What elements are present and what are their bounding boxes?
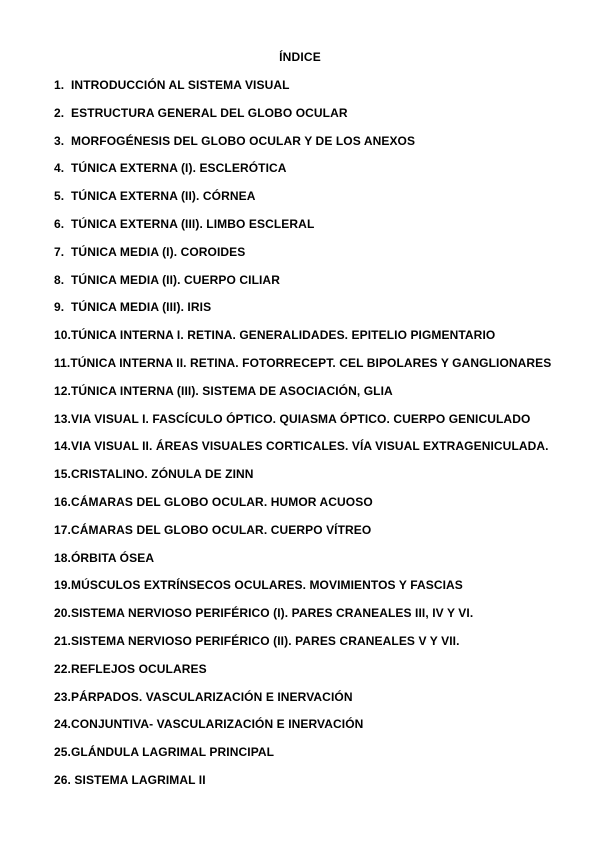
toc-item-number: 1. bbox=[54, 78, 65, 92]
toc-item bbox=[54, 106, 551, 134]
toc-item-title: TÚNICA MEDIA (II). CUERPO CILIAR bbox=[71, 272, 280, 287]
toc-item-number: 14. bbox=[54, 439, 71, 454]
toc-item bbox=[54, 328, 551, 356]
toc-item-number: 5. bbox=[54, 189, 65, 204]
toc-item-title: CONJUNTIVA- VASCULARIZACIÓN E INERVACIÓN bbox=[70, 717, 364, 732]
toc-item-number: 10. bbox=[54, 328, 71, 343]
toc-item-number: 9. bbox=[54, 300, 65, 315]
toc-item-title: CÁMARAS DEL GLOBO OCULAR. CUERPO VÍTREO bbox=[70, 522, 372, 537]
toc-item bbox=[54, 634, 551, 662]
toc-item-title: GLÁNDULA LAGRIMAL PRINCIPAL bbox=[70, 745, 275, 760]
toc-item-title: ESTRUCTURA GENERAL DEL GLOBO OCULAR bbox=[71, 105, 348, 120]
toc-item bbox=[54, 189, 551, 217]
toc-item bbox=[54, 606, 551, 634]
toc-item bbox=[54, 217, 551, 245]
toc-item-title: TÚNICA INTERNA II. RETINA. FOTORRECEPT. CEL BIPOLARES Y GANGLIONARES bbox=[70, 355, 552, 370]
toc-item-number: 17. bbox=[54, 522, 71, 537]
toc-item-title: MÚSCULOS EXTRÍNSECOS OCULARES. MOVIMIENTOS Y FASCIAS bbox=[70, 578, 463, 593]
toc-item bbox=[54, 523, 551, 551]
toc-item bbox=[54, 467, 551, 495]
toc-item-title: TÚNICA INTERNA I. RETINA. GENERALIDADES. EPITELIO PIGMENTARIO bbox=[70, 328, 496, 343]
toc-item-number: 22. bbox=[54, 661, 71, 676]
toc-item-number: 15. bbox=[54, 467, 71, 482]
toc-item-number: 24. bbox=[54, 717, 71, 732]
toc-item-title: CRISTALINO. ZÓNULA DE ZINN bbox=[70, 467, 254, 482]
toc-item-number: 26. bbox=[54, 772, 71, 787]
toc-item-title: SISTEMA NERVIOSO PERIFÉRICO (II). PARES CRANEALES V Y VII. bbox=[70, 633, 460, 648]
toc-item-number: 13. bbox=[54, 411, 71, 426]
toc-item bbox=[54, 690, 551, 718]
toc-item-title: PÁRPADOS. VASCULARIZACIÓN E INERVACIÓN bbox=[70, 689, 353, 704]
toc-item bbox=[54, 273, 551, 301]
toc-item-number: 19. bbox=[54, 578, 71, 593]
toc-item-number: 8. bbox=[54, 272, 65, 287]
toc-item-title: MORFOGÉNESIS DEL GLOBO OCULAR Y DE LOS ANEXOS bbox=[71, 133, 416, 148]
toc-item-title: INTRODUCCIÓN AL SISTEMA VISUAL bbox=[71, 78, 290, 92]
toc-item bbox=[54, 356, 551, 384]
toc-item-title: TÚNICA EXTERNA (II). CÓRNEA bbox=[71, 189, 256, 204]
toc-item-title: SISTEMA LAGRIMAL II bbox=[70, 772, 206, 787]
toc-item bbox=[54, 495, 551, 523]
toc-item-number: 2. bbox=[54, 105, 65, 120]
toc-item bbox=[54, 578, 551, 606]
toc-item-title: CÁMARAS DEL GLOBO OCULAR. HUMOR ACUOSO bbox=[70, 494, 373, 509]
toc-item-number: 21. bbox=[54, 633, 71, 648]
toc-item bbox=[54, 161, 551, 189]
toc-item-number: 4. bbox=[54, 161, 65, 176]
page-title: ÍNDICE bbox=[279, 50, 321, 64]
toc-item-number: 23. bbox=[54, 689, 71, 704]
toc-item bbox=[54, 245, 551, 273]
toc-item-title: ÓRBITA ÓSEA bbox=[70, 550, 155, 565]
toc-item-number: 7. bbox=[54, 244, 65, 259]
toc-item bbox=[54, 773, 551, 801]
toc-item-title: VIA VISUAL II. ÁREAS VISUALES CORTICALES. VÍA VISUAL EXTRAGENICULADA. bbox=[70, 439, 549, 454]
toc-item-title: TÚNICA MEDIA (III). IRIS bbox=[71, 300, 212, 315]
toc-item-number: 16. bbox=[54, 494, 71, 509]
toc-item-number: 20. bbox=[54, 606, 71, 621]
table-of-contents bbox=[54, 78, 551, 801]
toc-item-number: 6. bbox=[54, 216, 65, 231]
toc-item bbox=[54, 662, 551, 690]
toc-item-title: TÚNICA EXTERNA (I). ESCLERÓTICA bbox=[71, 161, 287, 176]
toc-item bbox=[54, 300, 551, 328]
toc-item bbox=[54, 134, 551, 162]
toc-item bbox=[54, 384, 551, 412]
toc-item-title: TÚNICA MEDIA (I). COROIDES bbox=[71, 244, 246, 259]
toc-item-title: VIA VISUAL I. FASCÍCULO ÓPTICO. QUIASMA ÓPTICO. CUERPO GENICULADO bbox=[70, 411, 531, 426]
toc-item-number: 18. bbox=[54, 550, 71, 565]
toc-item-number: 12. bbox=[54, 383, 71, 398]
toc-item bbox=[54, 412, 551, 440]
toc-item bbox=[54, 439, 551, 467]
toc-item bbox=[54, 717, 551, 745]
toc-item-title: REFLEJOS OCULARES bbox=[70, 661, 207, 676]
toc-item-title: SISTEMA NERVIOSO PERIFÉRICO (I). PARES CRANEALES III, IV Y VI. bbox=[70, 606, 474, 621]
toc-item-number: 3. bbox=[54, 133, 65, 148]
toc-item-number: 25. bbox=[54, 745, 71, 760]
toc-item bbox=[54, 551, 551, 579]
toc-item bbox=[54, 745, 551, 773]
toc-item-title: TÚNICA INTERNA (III). SISTEMA DE ASOCIACIÓN, GLIA bbox=[70, 383, 393, 398]
toc-item-title: TÚNICA EXTERNA (III). LIMBO ESCLERAL bbox=[71, 216, 315, 231]
toc-item-number: 11. bbox=[54, 355, 71, 370]
toc-item bbox=[54, 78, 551, 106]
